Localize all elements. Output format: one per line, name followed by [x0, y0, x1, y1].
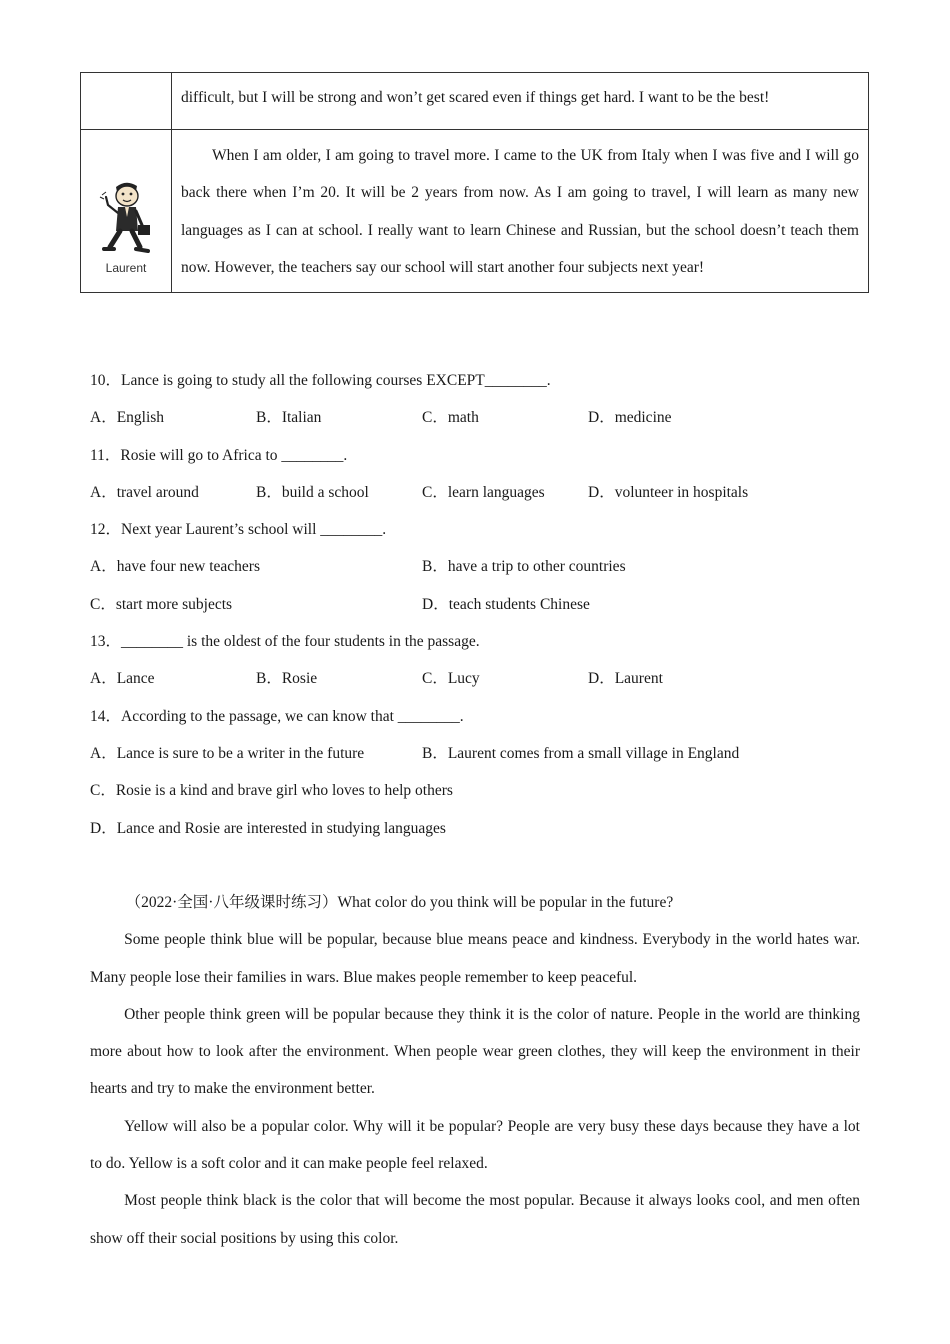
option: C．start more subjects: [90, 595, 233, 613]
passage-paragraph: Most people think black is the color that will become the most popular. Because it always looks cool, and men often show off their social positions by using this color.: [90, 1192, 860, 1247]
passage-intro: （2022·全国·八年级课时练习）What color do you think will be popular in the future?: [125, 894, 674, 911]
option: B．Italian: [256, 409, 322, 427]
option: A．have four new teachers: [90, 558, 260, 576]
option: A．English: [90, 409, 165, 427]
option: A．Lance is sure to be a writer in the future: [90, 744, 365, 762]
question-stem: 10．Lance is going to study all the following courses EXCEPT________.: [90, 372, 551, 389]
student-profile-table: [80, 72, 869, 293]
option-row: [90, 474, 860, 511]
passage-paragraph: Some people think blue will be popular, because blue means peace and kindness. Everybody in the world hates war. Many people lose their families in wars. Blue makes people remember to keep peaceful.: [90, 931, 860, 986]
option: D．teach students Chinese: [422, 595, 590, 613]
empty-picture-cell: [81, 73, 172, 130]
question-stem: 14．According to the passage, we can know that ________.: [90, 707, 464, 725]
option: C．learn languages: [422, 483, 545, 501]
profile-text-cell: difficult, but I will be strong and won’t get scared even if things get hard. I want to be the best!: [172, 73, 869, 130]
question-list: [90, 362, 860, 847]
question-stem: 12．Next year Laurent’s school will ________.: [90, 521, 387, 539]
option-row: [90, 548, 860, 585]
reading-passage: [90, 884, 860, 1257]
table-row: [81, 130, 869, 293]
laurent-cartoon-icon: [96, 179, 156, 259]
option-row: [90, 735, 860, 772]
option: B．Laurent comes from a small village in England: [422, 744, 740, 762]
option-row: [90, 586, 860, 623]
table-row: [81, 73, 869, 130]
question-stem: 11．Rosie will go to Africa to ________.: [90, 446, 348, 464]
option: C．Lucy: [422, 670, 480, 688]
option: D．Lance and Rosie are interested in studying languages: [90, 819, 446, 837]
picture-cell: [81, 130, 172, 293]
option: B．have a trip to other countries: [422, 558, 626, 576]
passage-paragraph: Other people think green will be popular because they think it is the color of nature. People in the world are thinking more about how to look after the environment. When people wear green clothes, they will keep the environment in their hearts and try to make the environment better.: [90, 1005, 860, 1098]
option-row: [90, 399, 860, 436]
option: C．Rosie is a kind and brave girl who loves to help others: [90, 782, 453, 800]
option: A．travel around: [90, 483, 199, 501]
option: A．Lance: [90, 670, 155, 688]
option: B．build a school: [256, 483, 369, 501]
option: C．math: [422, 409, 479, 427]
option: D．volunteer in hospitals: [588, 483, 749, 501]
option: B．Rosie: [256, 670, 318, 688]
option: D．Laurent: [588, 670, 663, 688]
profile-text-cell: When I am older, I am going to travel more. I came to the UK from Italy when I was five and I will go back there when I’m 20. It will be 2 years from now. As I am going to travel, I will learn as many new languages as I can at school. I really want to learn Chinese and Russian, but the school doesn’t teach them now. However, the teachers say our school will start another four subjects next year!: [172, 130, 869, 293]
option: D．medicine: [588, 409, 672, 427]
passage-paragraph: Yellow will also be a popular color. Why will it be popular? People are very busy these days because they have a lot to do. Yellow is a soft color and it can make people feel relaxed.: [90, 1117, 860, 1173]
laurent-figure: [82, 131, 170, 275]
figure-caption: Laurent: [105, 261, 147, 275]
question-stem: 13．________ is the oldest of the four students in the passage.: [90, 633, 480, 651]
option-row: [90, 660, 860, 697]
